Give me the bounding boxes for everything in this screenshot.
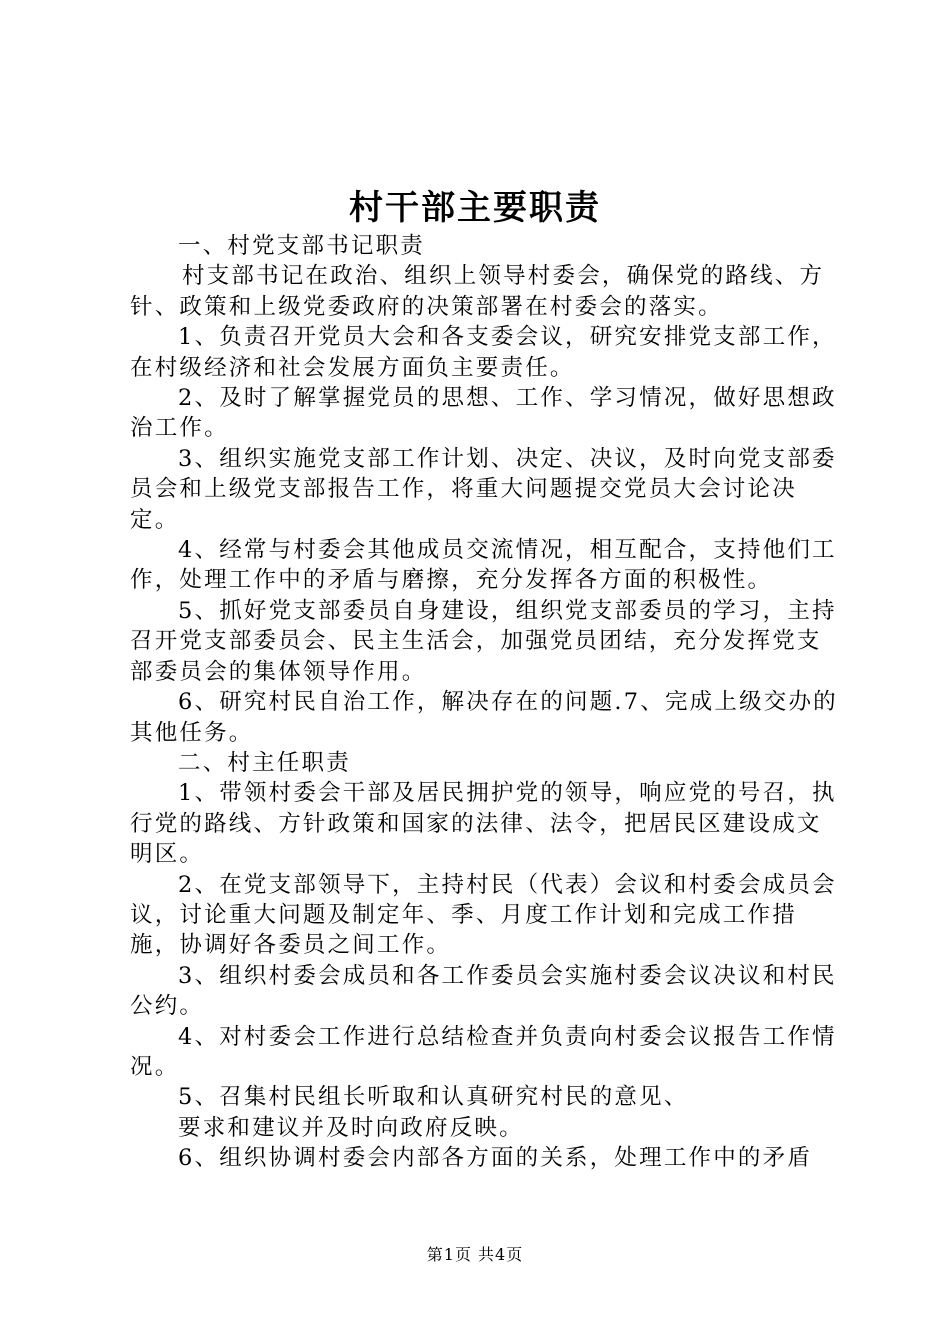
paragraph: 5、召集村民组长听取和认真研究村民的意见、 [178, 1084, 689, 1111]
paragraph: 要求和建议并及时向政府反映。 [178, 1114, 524, 1141]
page-title: 村干部主要职责 [349, 188, 601, 228]
paragraph: 6、研究村民自治工作，解决存在的问题.7、完成上级交办的其他任务。 [130, 689, 838, 746]
section-heading: 二、村主任职责 [178, 749, 351, 776]
paragraph: 4、对村委会工作进行总结检查并负责向村委会议报告工作情况。 [130, 1023, 837, 1080]
section-heading: 一、村党支部书记职责 [178, 233, 426, 259]
paragraph: 村支部书记在政治、组织上领导村委会，确保党的路线、方针、政策和上级党委政府的决策部署在村委会的落实。 [130, 263, 825, 320]
paragraph: 2、及时了解掌握党员的思想、工作、学习情况，做好思想政治工作。 [130, 385, 837, 442]
paragraph: 3、组织实施党支部工作计划、决定、决议，及时向党支部委员会和上级党支部报告工作，将重大问题提交党员大会讨论决定。 [130, 445, 837, 533]
page-footer: 第1页 共4页 [426, 1245, 524, 1264]
paragraph: 5、抓好党支部委员自身建设，组织党支部委员的学习，主持召开党支部委员会、民主生活会，加强党员团结，充分发挥党支部委员会的集体领导作用。 [130, 597, 837, 685]
paragraph: 3、组织村委会成员和各工作委员会实施村委会议决议和村民公约。 [130, 962, 837, 1020]
paragraph: 2、在党支部领导下，主持村民（代表）会议和村委会成员会议，讨论重大问题及制定年、季、月度工作计划和完成工作措施，协调好各委员之间工作。 [130, 871, 837, 959]
paragraph: 1、负责召开党员大会和各支委会议，研究安排党支部工作，在村级经济和社会发展方面负主要责任。 [130, 324, 837, 381]
paragraph: 1、带领村委会干部及居民拥护党的领导，响应党的号召，执行党的路线、方针政策和国家的法律、法令，把居民区建设成文明区。 [130, 780, 837, 868]
paragraph: 6、组织协调村委会内部各方面的关系，处理工作中的矛盾 [178, 1145, 813, 1172]
document-body [130, 231, 842, 1174]
paragraph: 4、经常与村委会其他成员交流情况，相互配合，支持他们工作，处理工作中的矛盾与磨擦，充分发挥各方面的积极性。 [130, 537, 837, 594]
